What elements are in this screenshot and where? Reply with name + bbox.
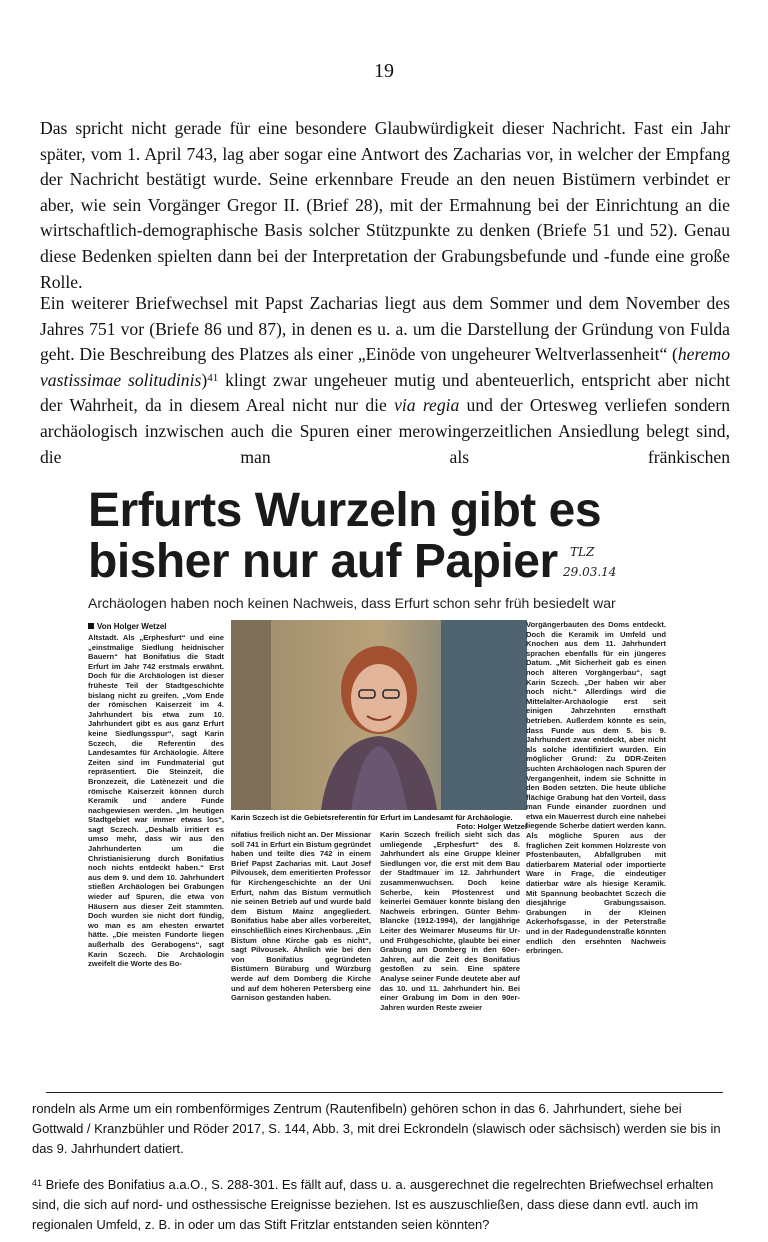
- paragraph-1: [40, 116, 730, 295]
- caption-text: Karin Sczech ist die Gebietsreferentin für Erfurt im Landesamt für Archäologie.: [231, 813, 513, 822]
- para2-part-d: und der Ortesweg verliefen sondern archäologisch inzwischen auch die Spuren einer merowingerzeitlichen Ansiedlung belegt sind, die man als fränkischen: [40, 395, 730, 467]
- para2-part-c: klingt zwar ungeheuer mutig und abenteuerlich, entspricht aber nicht der Wahrheit, da in diesem Areal nicht nur die: [40, 369, 731, 416]
- photo-credit: Foto: Holger Wetzel: [456, 822, 527, 831]
- headline-line-2: bisher nur auf Papier: [88, 535, 558, 588]
- article-column-1: Altstadt. Als „Erphesfurt“ und eine „einstmalige Siedlung heidnischer Bauern“ hat Bonifatius die Stadt Erfurt im Jahr 742 erstmals erwähnt. Doch für die Archäologen ist dieser früheste Teil der Stadtgeschichte bislang nicht zu greifen. „Vom Ende der römischen Kaiserzeit im 4. Jahrhundert bis etwa zum 10. Jahrhundert gibt es aus ganz Erfurt keine Siedlungsspur“, sagt Karin Sczech, die Referentin des Landesamtes für Archäologie. Ältere Zeiten sind im Fundmaterial gut repräsentiert. Die Steinzeit, die Bronzezeit, die Latènezeit und die römische Kaiserzeit können durch Keramik und andere Funde nachgewiesen werden. „Im heutigen Stadtgebiet war immer etwas los“, sagt Sczech. „Deshalb irritiert es umso mehr, dass wir aus den Jahrhunderten um die Christianisierung durch Bonifatius noch nichts entdeckt haben.“ Erst aus dem 9. und dem 10. Jahrhundert stießen Archäologen bei Grabungen wieder auf Spuren, die etwa von Häusern aus dieser Zeit stammten. Doch wurden sie nicht dort fündig, wo man es am ehesten erwartet hätte. „Die meisten Fundorte liegen außerhalb des Gerabogens“, sagt Karin Sczech. Die Archäologin zweifelt die Worte des Bo-: [88, 633, 224, 969]
- page-number: 19: [374, 60, 394, 82]
- article-column-2: nifatius freilich nicht an. Der Missionar soll 741 in Erfurt ein Bistum gegründet haben und teilte dies 742 in einem Brief Papst Zacharias mit. Laut Josef Pilvousek, dem emeritierten Professor für Kirchengeschichte an der Uni Erfurt, nahm das Bistum vermutlich nie seinen Betrieb auf und wurde bald dem Bistum Mainz angegliedert. Bonifatius habe aber alles vorbereitet, einschließlich eines Kirchenbaus. „Ein Bistum ohne Kirche gab es nicht“, sagt Pilvousek. Ähnlich wie bei den von Bonifatius gegründeten Bistümern Büraburg und Würzburg werde auf dem Domberg die Kirche und auf dem höheren Petersberg eine Garnison gestanden haben.: [231, 830, 371, 1003]
- via-regia: via regia: [394, 395, 460, 416]
- article-column-3: Karin Sczech freilich sieht sich das umliegende „Erphesfurt“ des 8. Jahrhundert als eine Gruppe kleiner Siedlungen vor, die erst mit dem Bau der Stadtmauer im 12. Jahrhundert zusammenwuchsen. Doch keine Scherbe, kein Pfostenrest und keinerlei Gemäuer konnte bislang den Nachweis erbringen. Günter Behm-Blancke (1912-1994), der langjährige Leiter des Weimarer Museums für Ur- und Frühgeschichte, glaubte bei einer Grabung am Domberg in den 60er-Jahren, auf die Zeit des Bonifatius gestoßen zu sein. Eine spätere Analyse seiner Funde deutete aber auf das 10. und 11. Jahrhundert hin. Bei einer Grabung im Dom in den 90er-Jahren wurden Reste zweier: [380, 830, 520, 1012]
- article-column-4: Vorgängerbauten des Doms entdeckt. Doch die Keramik im Umfeld und Knochen aus dem 11. Jahrhundert sprachen ebenfalls für ein jüngeres Datum. „Mit Sicherheit gab es einen noch älteren Vorgängerbau“, sagt Karin Sczech. „Der haben wir aber noch nicht.“ Allerdings wird die Mittelalter-Archäologie erst seit einigen Jahrzehnten ernsthaft betrieben. Außerdem könnte es sein, dass Funde aus dem 5. bis 9. Jahrhundert zwar entdeckt, aber nicht als solche identifiziert wurden. Ein möglicher Grund: Zu DDR-Zeiten suchten Archäologen nach Spuren der Vergangenheit, indem sie Schnitte in den Boden setzten. Die heute übliche flächige Grabung hat den Vorteil, dass man Funde einander zuordnen und etwa ein Mauerrest durch eine nahebei liegende Scherbe datiert werden kann. Als mögliche Spuren aus der fraglichen Zeit kommen Holzreste von Pfostenbauten, Abfallgruben mit datierbarem Material oder importierte Ware in Frage, die eindeutiger datierbar wäre als hiesige Keramik. Mit Spannung beobachtet Sczech die diesjährige Grabungssaison. Grabungen in der Kleinen Ackerhofsgasse, in der Peterstraße und in der Radegundenstraße könnten endlich den ersehnten Nachweis erbringen.: [526, 620, 666, 956]
- footnote-41: [32, 1175, 732, 1235]
- headline-line-1: Erfurts Wurzeln gibt es: [88, 484, 602, 537]
- portrait-photo: [231, 620, 527, 810]
- footnote-41-number: 41: [32, 1178, 43, 1188]
- clipping-headline: [88, 485, 601, 587]
- footnote-continuation: rondeln als Arme um ein rombenförmiges Zentrum (Rautenfibeln) gehören schon in das 6. Jahrhundert, siehe bei Gottwald / Kranzbühler und Röder 2017, S. 144, Abb. 3, mit drei Eckrondeln (slawisch oder sächsisch) werden sie bis in das 9. Jahrhundert datiert.: [32, 1101, 721, 1156]
- footnote-divider: [46, 1092, 723, 1093]
- para2-part-a: Ein weiterer Briefwechsel mit Papst Zacharias liegt aus dem Sommer und dem November des Jahres 751 vor (Briefe 86 und 87), in denen es u. a. um die Darstellung der Gründung von Fulda geht. Die Beschreibung des Platzes als einer „Einöde von ungeheurer Weltverlassenheit“ (: [40, 293, 730, 365]
- newspaper-clipping: [85, 485, 705, 1085]
- paragraph-2-text: [40, 291, 730, 470]
- paragraph-2: [40, 291, 730, 470]
- handwritten-note-date: 29.03.14: [563, 565, 617, 579]
- para2-part-b: ): [201, 369, 208, 390]
- footnote-41-text: Briefe des Bonifatius a.a.O., S. 288-301. Es fällt auf, dass u. a. ausgerechnet die regelrechten Briefwechsel erhalten sind, die sich auf nord- und osthessische Ereignisse beziehen. Ist es auszuschließen, dass diese dann evtl. auch im regionalen Umfeld, z. B. in oder um das Stift Fritzlar entstanden seien könnten?: [32, 1177, 714, 1232]
- paragraph-1-text: Das spricht nicht gerade für eine besondere Glaubwürdigkeit dieser Nachricht. Fast ein Jahr später, vom 1. April 743, lag aber sogar eine Antwort des Zacharias vor, in welcher der Empfang der Nachricht bestätigt wurde. Seine erkennbare Freude an den neuen Bistümern verbindet er aber, wie sein Vorgänger Gregor II. (Brief 28), mit der Ermahnung bei der Einrichtung an die wirtschaftlich-demographische Basis solcher Stützpunkte zu denken (Briefe 51 und 52). Genau diese Bedenken spielten dann bei der Interpretation der Grabungsbefunde und -funde eine große Rolle.: [40, 118, 730, 292]
- handwritten-note-source: TLZ: [570, 545, 595, 559]
- portrait-illustration: [231, 620, 527, 810]
- clipping-byline: Von Holger Wetzel: [88, 622, 167, 631]
- clipping-subheadline: Archäologen haben noch keinen Nachweis, dass Erfurt schon sehr früh besiedelt war: [88, 595, 616, 611]
- photo-caption: [231, 813, 527, 831]
- footnote-ref-41[interactable]: 41: [207, 371, 219, 384]
- latin-quote: heremo vastissimae solitudinis: [40, 344, 730, 390]
